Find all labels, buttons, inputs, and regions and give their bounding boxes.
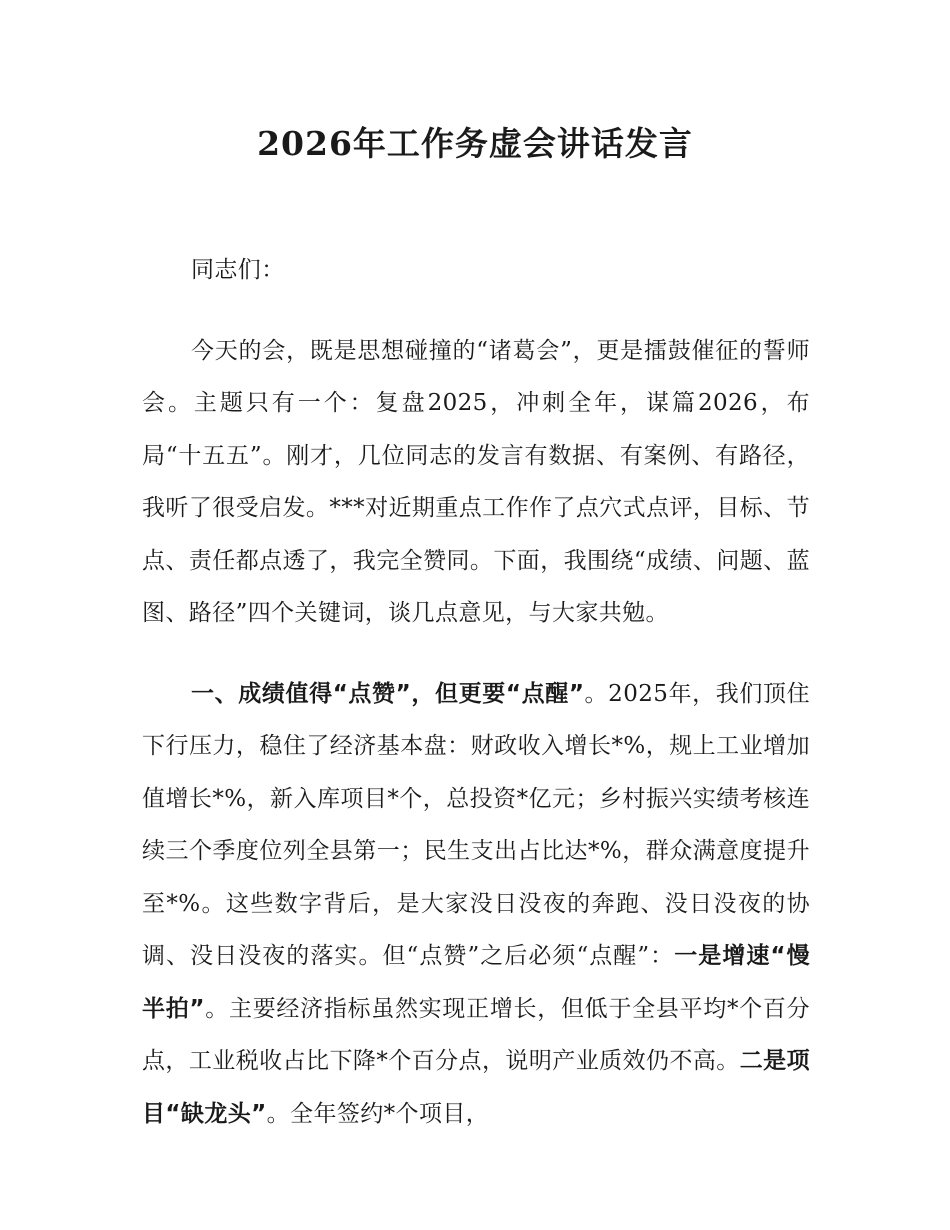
section-1-text-c: 。全年签约*个项目，: [266, 1100, 490, 1127]
paragraph-intro: 今天的会，既是思想碰撞的“诸葛会”，更是擂鼓催征的誓师会。主题只有一个：复盘2025，冲刺全年，谋篇2026，布局“十五五”。刚才，几位同志的发言有数据、有案例、有路径，我听了很受启发。***对近期重点工作作了点穴式点评，目标、节点、责任都点透了，我完全赞同。下面，我围绕“成绩、问题、蓝图、路径”四个关键词，谈几点意见，与大家共勉。: [142, 337, 810, 626]
section-1-text-a: 。2025年，我们顶住下行压力，稳住了经济基本盘：财政收入增长*%，规上工业增加值增长*%，新入库项目*个，总投资*亿元；乡村振兴实绩考核连续三个季度位列全县第一；民生支出占比达*%，群众满意度提升至*%。这些数字背后，是大家没日没夜的奔跑、没日没夜的协调、没日没夜的落实。但“点赞”之后必须“点醒”：: [142, 680, 811, 969]
section-1-point-2-label: 二是项目“缺龙头”: [142, 1048, 810, 1127]
document-title: 2026年工作务虚会讲话发言: [257, 124, 693, 163]
document-body: [142, 244, 810, 1140]
paragraph-section-1: [142, 668, 810, 1141]
section-1-point-1-label: 一是增速“慢半拍”: [142, 943, 810, 1022]
section-1-text-b: 。主要经济指标虽然实现正增长，但低于全县平均*个百分点，工业税收占比下降*个百分点，说明产业质效仍不高。: [142, 995, 810, 1074]
greeting: 同志们：: [191, 257, 285, 283]
section-1-heading: 一、成绩值得“点赞”，但更要“点醒”: [191, 680, 585, 707]
